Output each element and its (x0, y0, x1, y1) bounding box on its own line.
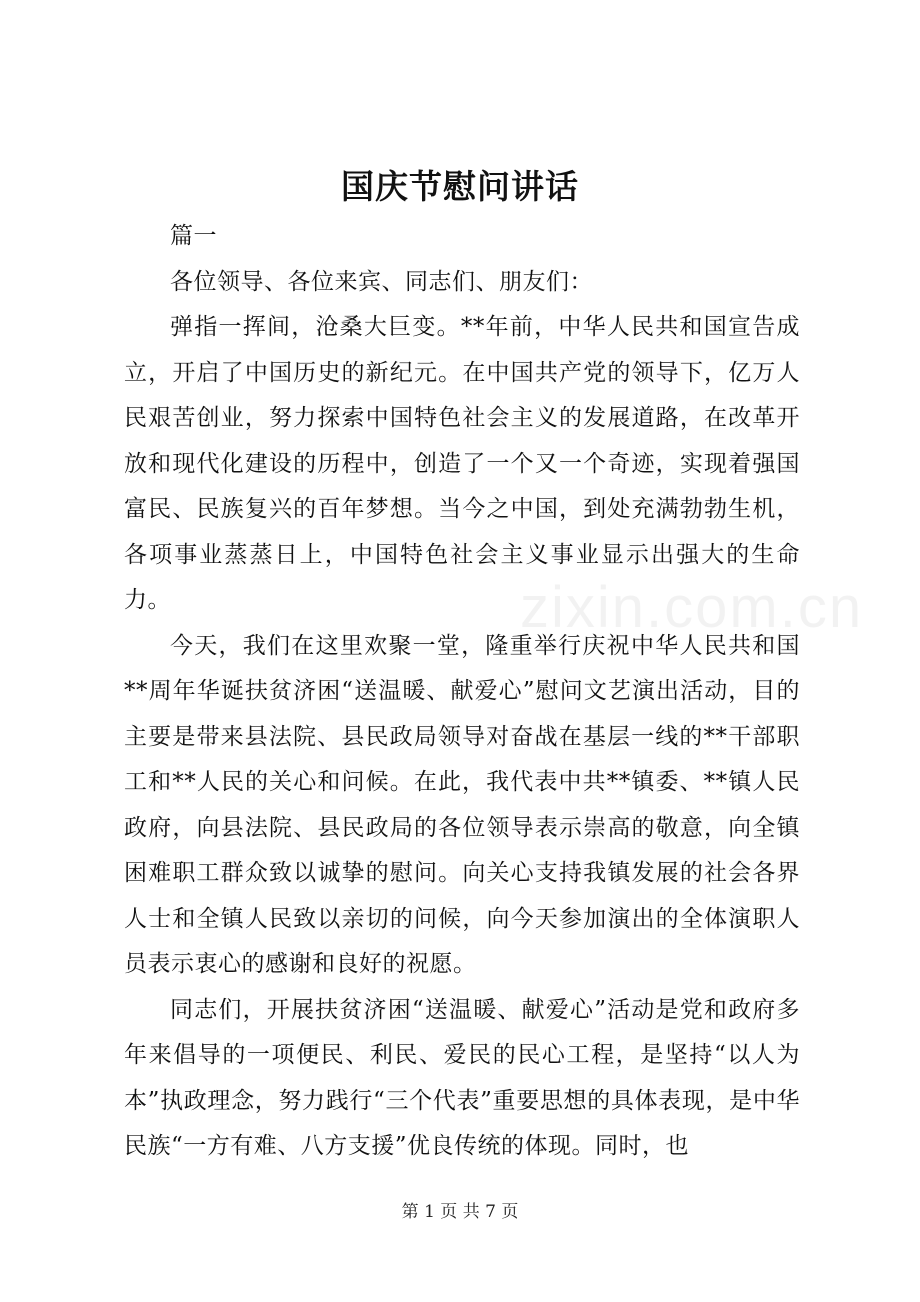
page-footer: 第 1 页 共 7 页 (401, 1202, 519, 1222)
paragraph-1: 弹指一挥间，沧桑大巨变。**年前，中华人民共和国宣告成立，开启了中国历史的新纪元。在中国共产党的领导下，亿万人民艰苦创业，努力探索中国特色社会主义的发展道路，在改革开放和现代化建设的历程中，创造了一个又一个奇迹，实现着强国富民、民族复兴的百年梦想。当今之中国，到处充满勃勃生机，各项事业蒸蒸日上，中国特色社会主义事业显示出强大的生命力。 (124, 314, 800, 613)
document-body (124, 214, 800, 1170)
paragraph-3: 同志们，开展扶贫济困“送温暖、献爱心”活动是党和政府多年来倡导的一项便民、利民、爱民的民心工程，是坚持“以人为本”执政理念，努力践行“三个代表”重要思想的具体表现，是中华民族“一方有难、八方支援”优良传统的体现。同时，也 (124, 996, 800, 1159)
paragraph-2: 今天，我们在这里欢聚一堂，隆重举行庆祝中华人民共和国**周年华诞扶贫济困“送温暖、献爱心”慰问文艺演出活动，目的主要是带来县法院、县民政局领导对奋战在基层一线的**干部职工和**人民的关心和问候。在此，我代表中共**镇委、**镇人民政府，向县法院、县民政局的各位领导表示崇高的敬意，向全镇困难职工群众致以诚挚的慰问。向关心支持我镇发展的社会各界人士和全镇人民致以亲切的问候，向今天参加演出的全体演职人员表示衷心的感谢和良好的祝愿。 (124, 632, 800, 977)
document-title: 国庆节慰问讲话 (341, 167, 579, 206)
paragraph-salutation: 各位领导、各位来宾、同志们、朋友们： (170, 268, 593, 295)
paragraph-section-label: 篇一 (170, 223, 217, 249)
watermark: zixin.com.cn (520, 575, 864, 640)
